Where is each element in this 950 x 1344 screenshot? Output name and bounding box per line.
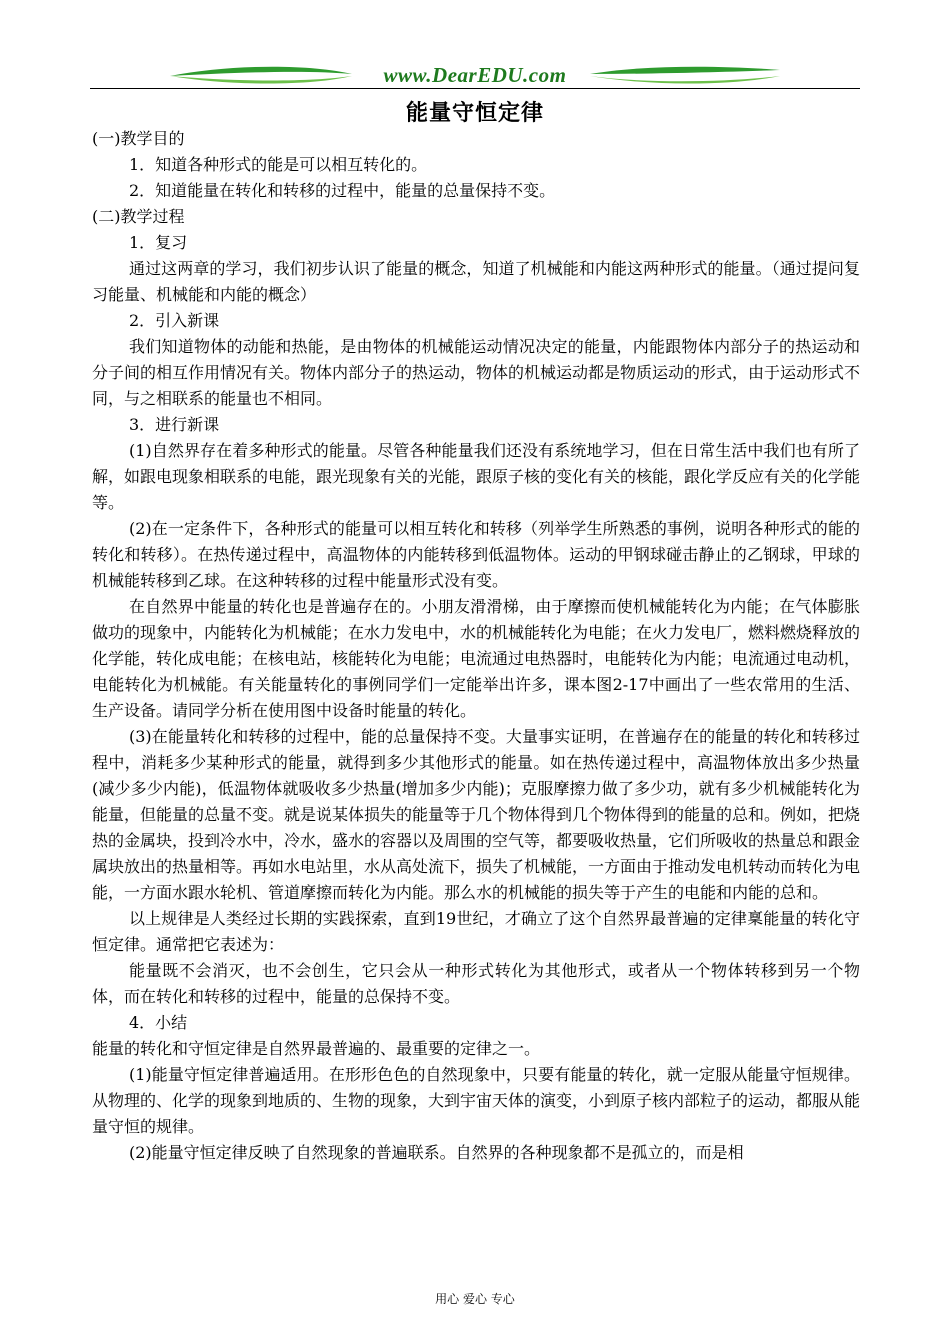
paragraph: 3．进行新课 [129,415,220,434]
paragraph: 以上规律是人类经过长期的实践探索，直到19世纪，才确立了这个自然界最普遍的定律稟能量的转化守恒定律。通常把它表述为： [92,909,860,954]
section-heading: (二)教学过程 [92,207,185,226]
paragraph: (1)自然界存在着多种形式的能量。尽管各种能量我们还没有系统地学习，但在日常生活中我们也有所了解，如跟电现象相联系的电能，跟光现象有关的光能，跟原子核的变化有关的核能，跟化学反应有关的化学能等。 [92,441,861,512]
paragraph: 1．复习 [129,233,188,252]
paragraph: (2)能量守恒定律反映了自然现象的普遍联系。自然界的各种现象都不是孤立的，而是相 [129,1143,744,1162]
document-body [92,126,860,1166]
paragraph: 2．知道能量在转化和转移的过程中，能量的总量保持不变。 [129,181,556,200]
paragraph: (2)在一定条件下，各种形式的能量可以相互转化和转移（列举学生所熟悉的事例，说明各种形式的能的转化和转移）。在热传递过程中，高温物体的内能转移到低温物体。运动的甲钢球碰击静止的乙钢球，甲球的机械能转移到乙球。在这种转移的过程中能量形式没有变。 [92,519,860,590]
section-heading: (一)教学目的 [92,129,185,148]
paragraph: 2．引入新课 [129,311,220,330]
page-footer: 用心 爱心 专心 [435,1292,515,1306]
paragraph: 通过这两章的学习，我们初步认识了能量的概念，知道了机械能和内能这两种形式的能量。（通过提问复习能量、机械能和内能的概念） [92,259,860,304]
paragraph: 4．小结 [129,1013,188,1032]
page-title: 能量守恒定律 [405,101,544,126]
header-rule [90,88,860,89]
site-url-logo: www.DearEDU.com [383,63,567,87]
paragraph: (3)在能量转化和转移的过程中，能的总量保持不变。大量事实证明，在普遍存在的能量的转化和转移过程中，消耗多少某种形式的能量，就得到多少其他形式的能量。如在热传递过程中，高温物体放出多少热量(减少多少内能)，低温物体就吸收多少热量(增加多少内能)；克服摩擦力做了多少功，就有多少机械能转化为能量，但能量的总量不变。就是说某体损失的能量等于几个物体得到几个物体得到的能量的总和。例如，把烧热的金属块，投到冷水中，冷水，盛水的容器以及周围的空气等，都要吸收热量，它们所吸收的热量总和跟金属块放出的热量相等。再如水电站里，水从高处流下，损失了机械能，一方面由于推动发电机转动而转化为电能，一方面水跟水轮机、管道摩擦而转化为内能。那么水的机械能的损失等于产生的电能和内能的总和。 [92,727,861,902]
paragraph: 我们知道物体的动能和热能，是由物体的机械能运动情况决定的能量，内能跟物体内部分子的热运动和分子间的相互作用情况有关。物体内部分子的热运动，物体的机械运动都是物质运动的形式，由于运动形式不同，与之相联系的能量也不相同。 [92,337,861,408]
paragraph: 1．知道各种形式的能是可以相互转化的。 [129,155,428,174]
paragraph: 在自然界中能量的转化也是普遍存在的。小朋友滑滑梯，由于摩擦而使机械能转化为内能；在气体膨胀做功的现象中，内能转化为机械能；在水力发电中，水的机械能转化为电能；在火力发电厂，燃料燃烧释放的化学能，转化成电能；在核电站，核能转化为电能；电流通过电热器时，电能转化为内能；电流通过电动机，电能转化为机械能。有关能量转化的事例同学们一定能举出许多，课本图2-17中画出了一些农常用的生活、生产设备。请同学分析在使用图中设备时能量的转化。 [92,597,861,720]
paragraph: (1)能量守恒定律普遍适用。在形形色色的自然现象中，只要有能量的转化，就一定服从能量守恒规律。从物理的、化学的现象到地质的、生物的现象，大到宇宙天体的演变，小到原子核内部粒子的运动，都服从能量守恒的规律。 [92,1065,861,1136]
site-header [90,60,860,90]
summary-lead: 能量的转化和守恒定律是自然界最普遍的、最重要的定律之一。 [92,1039,541,1058]
paragraph: 能量既不会消灭，也不会创生，它只会从一种形式转化为其他形式，或者从一个物体转移到另一个物体，而在转化和转移的过程中，能量的总保持不变。 [92,961,860,1006]
